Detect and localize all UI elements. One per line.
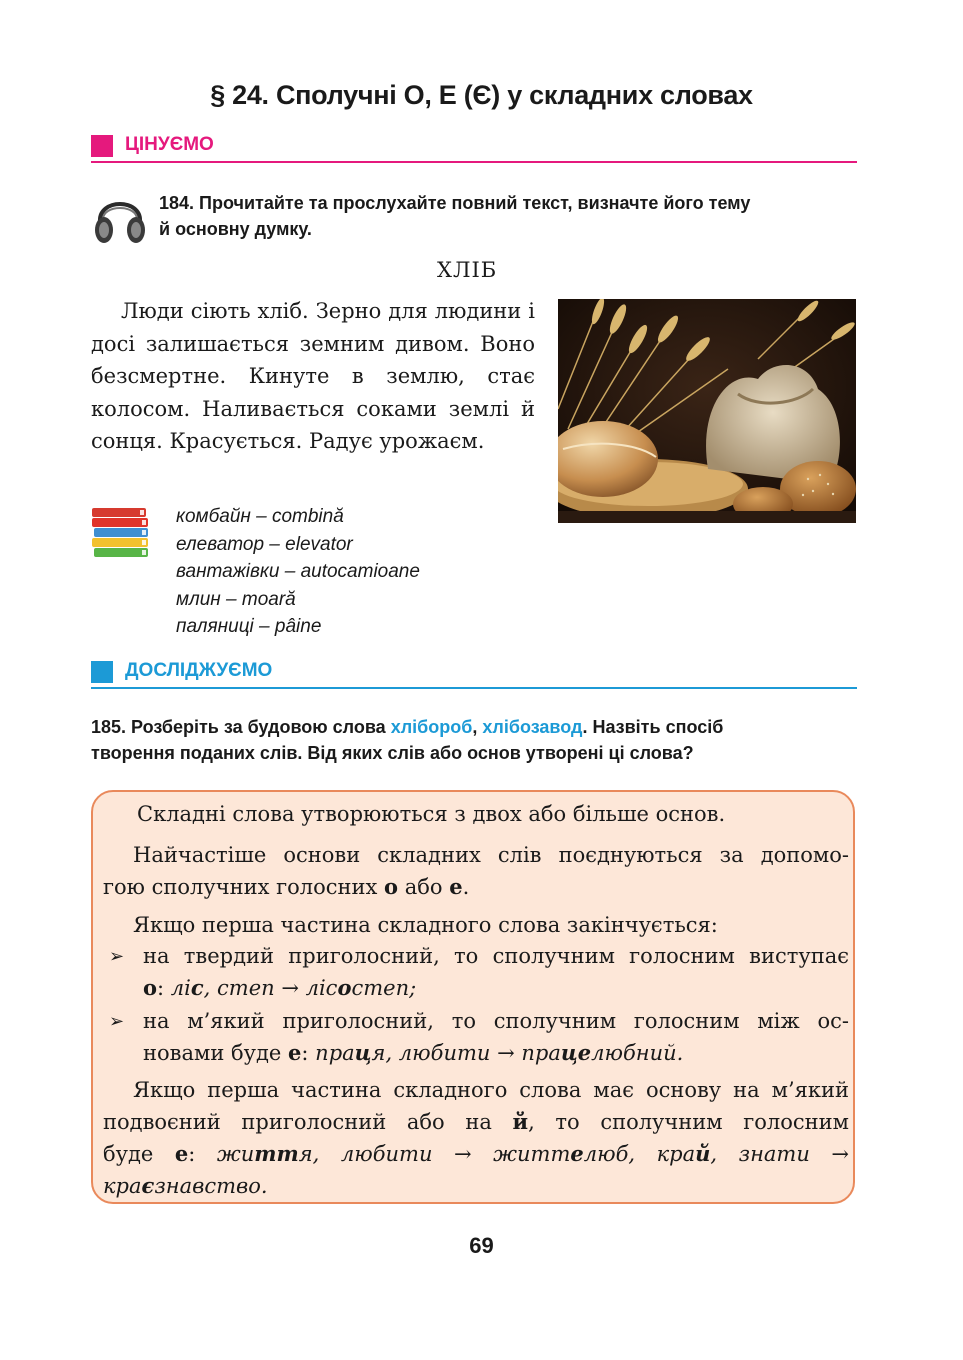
vocab-item: паляниці – pâine — [176, 616, 322, 637]
section-square-icon — [91, 135, 113, 157]
reading-text — [91, 295, 535, 458]
rule-paragraph-4-line1: Якщо перша частина складного слова має основу на м’який — [133, 1078, 849, 1102]
page-title: § 24. Сполучні О, Е (Є) у складних словах — [210, 80, 753, 110]
rule-paragraph-2-line1: Найчастіше основи складних слів поєднуються за допомо- — [133, 843, 849, 867]
task-184 — [159, 190, 750, 242]
bread-photo — [558, 299, 856, 523]
vocabulary-list — [176, 503, 420, 641]
reading-paragraph: Люди сіють хліб. Зерно для людини і досі залишається земним дивом. Воно безсмертне. Кинуте в землю, стає колосом. Наливається соками землі й сонця. Красується. Радує урожаєм. — [91, 299, 535, 453]
reading-title: ХЛІБ — [437, 258, 498, 282]
task-184-line1: 184. Прочитайте та прослухайте повний текст, визначте його тему — [159, 193, 751, 213]
section-square-icon — [91, 661, 113, 683]
rule-bullet-1-line2: о: ліс, степ → лісостеп; — [143, 975, 417, 1000]
vocab-item: елеватор – elevator — [176, 533, 353, 555]
rule-bullet-2-line2: новами буде е: праця, любити → працелюбний. — [143, 1040, 684, 1065]
highlight-word: хлібозавод — [482, 717, 583, 737]
task-185-line2: творення поданих слів. Від яких слів або основ утворені ці слова? — [91, 743, 694, 763]
section-valuing — [91, 132, 857, 162]
dictionary-books-icon — [90, 506, 152, 560]
task-185 — [91, 714, 723, 766]
section-divider — [91, 161, 857, 163]
bullet-arrow-icon: ➢ — [109, 946, 125, 967]
rule-paragraph-4-line2: подвоєний приголосний або на й, то сполучним голосним — [103, 1109, 849, 1134]
vocab-item: млин – moară — [176, 588, 296, 610]
rule-bullet-1-line1: на твердий приголосний, то сполучним голосним виступає — [143, 944, 849, 968]
rule-paragraph-4-line4: краєзнавство. — [103, 1173, 268, 1198]
rule-box — [91, 790, 855, 1204]
rule-bullet-2-line1: на м’який приголосний, то сполучним голосним між ос- — [143, 1009, 849, 1033]
vocab-item: вантажівки – autocamioane — [176, 561, 420, 582]
rule-paragraph-1: Складні слова утворюються з двох або більше основ. — [137, 802, 726, 826]
section-divider — [91, 687, 857, 689]
task-185-line1: 185. Розберіть за будовою слова хлібороб, хлібозавод. Назвіть спосіб — [91, 717, 724, 737]
vocab-item: комбайн – combină — [176, 506, 344, 527]
headphones-icon — [90, 188, 150, 246]
rule-paragraph-2-line2: гою сполучних голосних о або е. — [103, 874, 470, 899]
rule-paragraph-3: Якщо перша частина складного слова закінчується: — [133, 913, 718, 937]
rule-paragraph-4-line3: буде е: життя, любити → життелюб, край, знати → — [103, 1141, 849, 1166]
section-label: ЦІНУЄМО — [125, 134, 214, 155]
highlight-word: хлібороб — [390, 717, 473, 737]
section-exploring — [91, 658, 857, 688]
task-184-line2: й основну думку. — [159, 219, 312, 239]
bullet-arrow-icon: ➢ — [109, 1011, 125, 1032]
page-number: 69 — [469, 1233, 494, 1258]
section-label: ДОСЛІДЖУЄМО — [125, 660, 273, 681]
